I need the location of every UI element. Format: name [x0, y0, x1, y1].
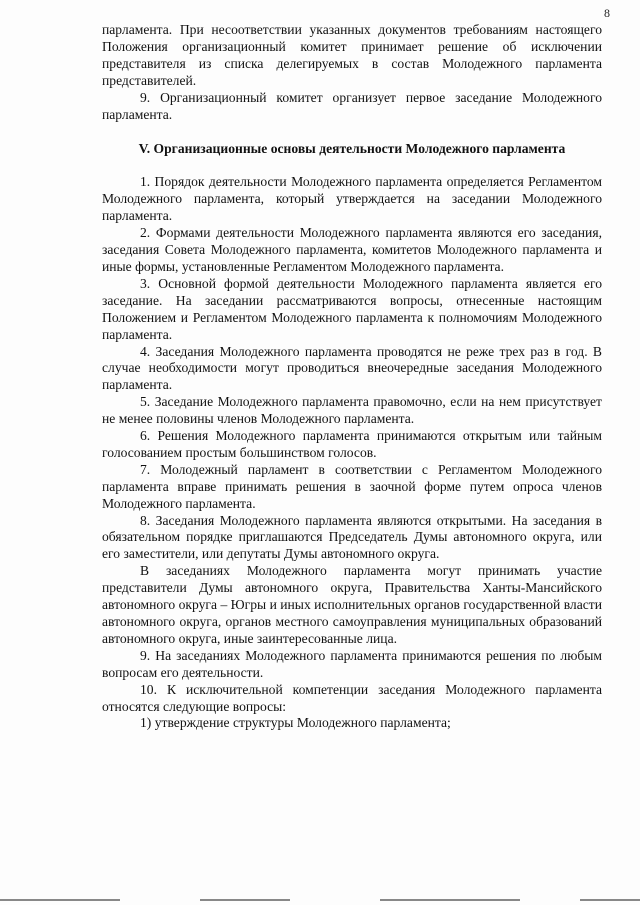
paragraph-item-9-committee: 9. Организационный комитет организует первое заседание Молодежного парламента. [102, 89, 602, 122]
paragraph-continued: парламента. При несоответствии указанных документов требованиям настоящего Положения организационный комитет принимает решение об исключении представителя из списка делегируемых в состав Молодежного парламента представителей. [102, 22, 602, 88]
scan-edge-line [0, 899, 640, 901]
paragraph-item-6: 6. Решения Молодежного парламента принимаются открытым или тайным голосованием простым большинством голосов. [102, 428, 602, 460]
paragraph-item-4: 4. Заседания Молодежного парламента проводятся не реже трех раз в год. В случае необходимости могут проводиться внеочередные заседания Молодежного парламента. [102, 343, 602, 393]
paragraph-subitem-1: 1) утверждение структуры Молодежного парламента; [140, 715, 451, 731]
paragraph-item-7: 7. Молодежный парламент в соответствии с Регламентом Молодежного парламента вправе принимать решения в заочной форме путем опроса членов Молодежного парламента. [102, 461, 602, 511]
page-number: 8 [604, 6, 610, 20]
section-heading: V. Организационные основы деятельности Молодежного парламента [138, 141, 566, 157]
paragraph-item-2: 2. Формами деятельности Молодежного парламента являются его заседания, заседания Совета Молодежного парламента, комитетов Молодежного парламента и иные формы, установленные Регламентом Молодежного парламента. [102, 225, 602, 274]
paragraph-item-3: 3. Основной формой деятельности Молодежного парламента является его заседание. На заседании рассматриваются вопросы, отнесенные настоящим Положением и Регламентом Молодежного парламента к полномочиям Молодежного парламента. [102, 275, 602, 342]
paragraph-item-8-participants: В заседаниях Молодежного парламента могут принимать участие представители Думы автономного округа, Правительства Ханты-Мансийского автономного округа – Югры и иных исполнительных органов государственной власти автономного округа, органов местного самоуправления муниципальных образований автономного округа, иные заинтересованные лица. [102, 563, 602, 646]
paragraph-item-8: 8. Заседания Молодежного парламента являются открытыми. На заседания в обязательном порядке приглашаются Председатель Думы автономного округа, или его заместители, или депутаты Думы автономного округа. [102, 512, 602, 562]
paragraph-item-10: 10. К исключительной компетенции заседания Молодежного парламента относятся следующие вопросы: [102, 681, 602, 714]
paragraph-item-5: 5. Заседание Молодежного парламента правомочно, если на нем присутствует не менее половины членов Молодежного парламента. [102, 394, 602, 427]
paragraph-item-1: 1. Порядок деятельности Молодежного парламента определяется Регламентом Молодежного парламента, который утверждается на заседании Молодежного парламента. [102, 174, 602, 224]
section-body [102, 174, 602, 732]
paragraph-item-9: 9. На заседаниях Молодежного парламента принимаются решения по любым вопросам его деятельности. [102, 647, 602, 680]
page-content [102, 22, 602, 732]
